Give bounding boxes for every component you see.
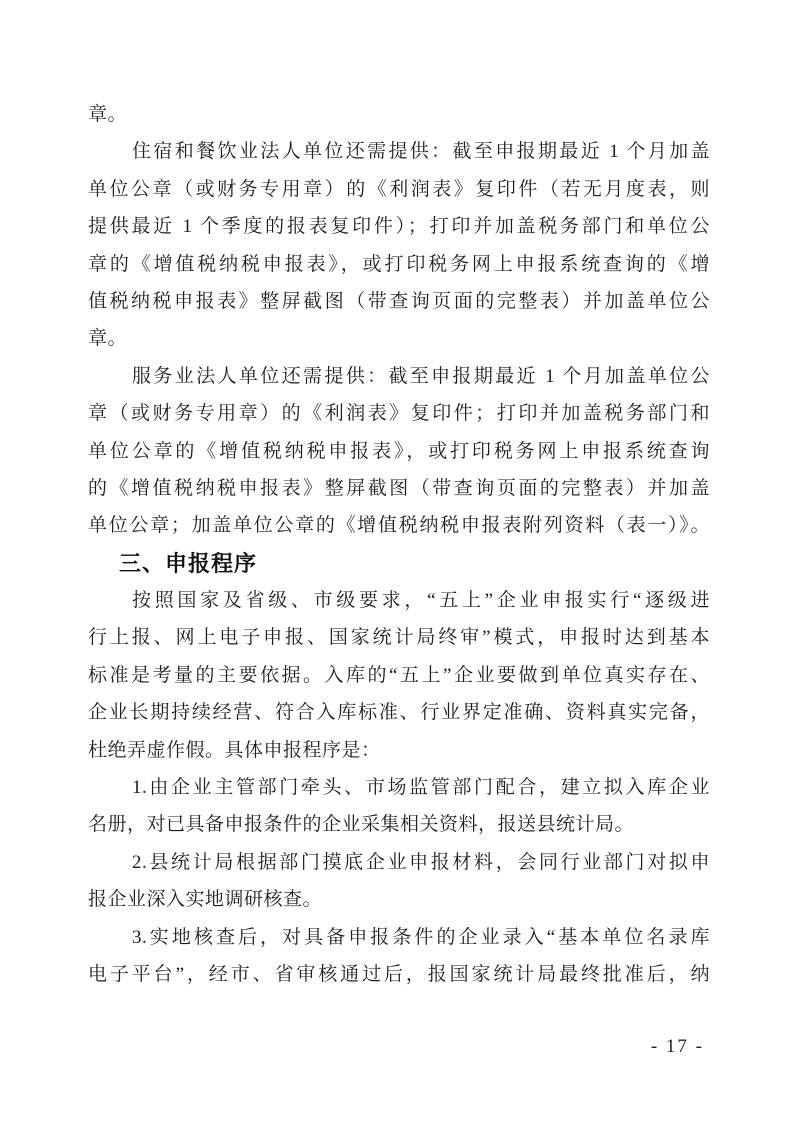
paragraph — [88, 844, 710, 919]
section-heading: 三、申报程序 — [119, 550, 258, 576]
body-line: 章（或财务专用章）的《利润表》复印件；打印并加盖税务部门和 — [88, 403, 710, 425]
body-line: 1.由企业主管部门牵头、市场监管部门配合，建立拟入库企业 — [132, 777, 710, 799]
body-line: 服务业法人单位还需提供：截至申报期最近 1 个月加盖单位公 — [132, 365, 710, 387]
body-line: 的《增值税纳税申报表》整屏截图（带查询页面的完整表）并加盖 — [88, 477, 710, 499]
body-line: 提供最近 1 个季度的报表复印件）；打印并加盖税务部门和单位公 — [88, 216, 710, 238]
body-line: 住宿和餐饮业法人单位还需提供：截至申报期最近 1 个月加盖 — [132, 141, 710, 163]
section — [88, 545, 710, 582]
paragraph — [88, 96, 710, 133]
page-body — [88, 96, 710, 993]
body-line: 名册，对已具备申报条件的企业采集相关资料，报送县统计局。 — [88, 814, 635, 836]
body-line: 单位公章的《增值税纳税申报表》，或打印税务网上申报系统查询 — [88, 440, 710, 462]
body-line: 企业长期持续经营、符合入库标准、行业界定准确、资料真实完备， — [88, 702, 710, 724]
body-line: 标准是考量的主要依据。入库的“五上”企业要做到单位真实存在、 — [88, 664, 710, 686]
body-line: 2.县统计局根据部门摸底企业申报材料，会同行业部门对拟申 — [132, 851, 710, 873]
body-line: 按照国家及省级、市级要求，“五上”企业申报实行“逐级进 — [132, 590, 710, 612]
body-line: 杜绝弄虚作假。具体申报程序是： — [88, 739, 381, 761]
body-line: 值税纳税申报表》整屏截图（带查询页面的完整表）并加盖单位公 — [88, 290, 710, 312]
body-line: 章的《增值税纳税申报表》，或打印税务网上申报系统查询的《增 — [88, 253, 710, 275]
paragraph — [88, 582, 710, 769]
body-line: 电子平台”，经市、省审核通过后，报国家统计局最终批准后，纳 — [88, 963, 710, 985]
body-line: 行上报、网上电子申报、国家统计局终审”模式，申报时达到基本 — [88, 627, 710, 649]
body-line: 章。 — [88, 104, 128, 125]
paragraph — [88, 133, 710, 357]
body-line: 3.实地核查后，对具备申报条件的企业录入“基本单位名录库 — [132, 926, 710, 948]
body-line: 报企业深入实地调研核查。 — [88, 889, 323, 911]
paragraph — [88, 919, 710, 994]
page-number: - 17 - — [650, 1036, 704, 1057]
paragraph — [88, 358, 710, 545]
body-line: 单位公章（或财务专用章）的《利润表》复印件（若无月度表，则 — [88, 178, 710, 200]
paragraph — [88, 769, 710, 844]
body-line: 单位公章；加盖单位公章的《增值税纳税申报表附列资料（表一）》。 — [88, 515, 710, 537]
body-line: 章。 — [88, 328, 128, 350]
